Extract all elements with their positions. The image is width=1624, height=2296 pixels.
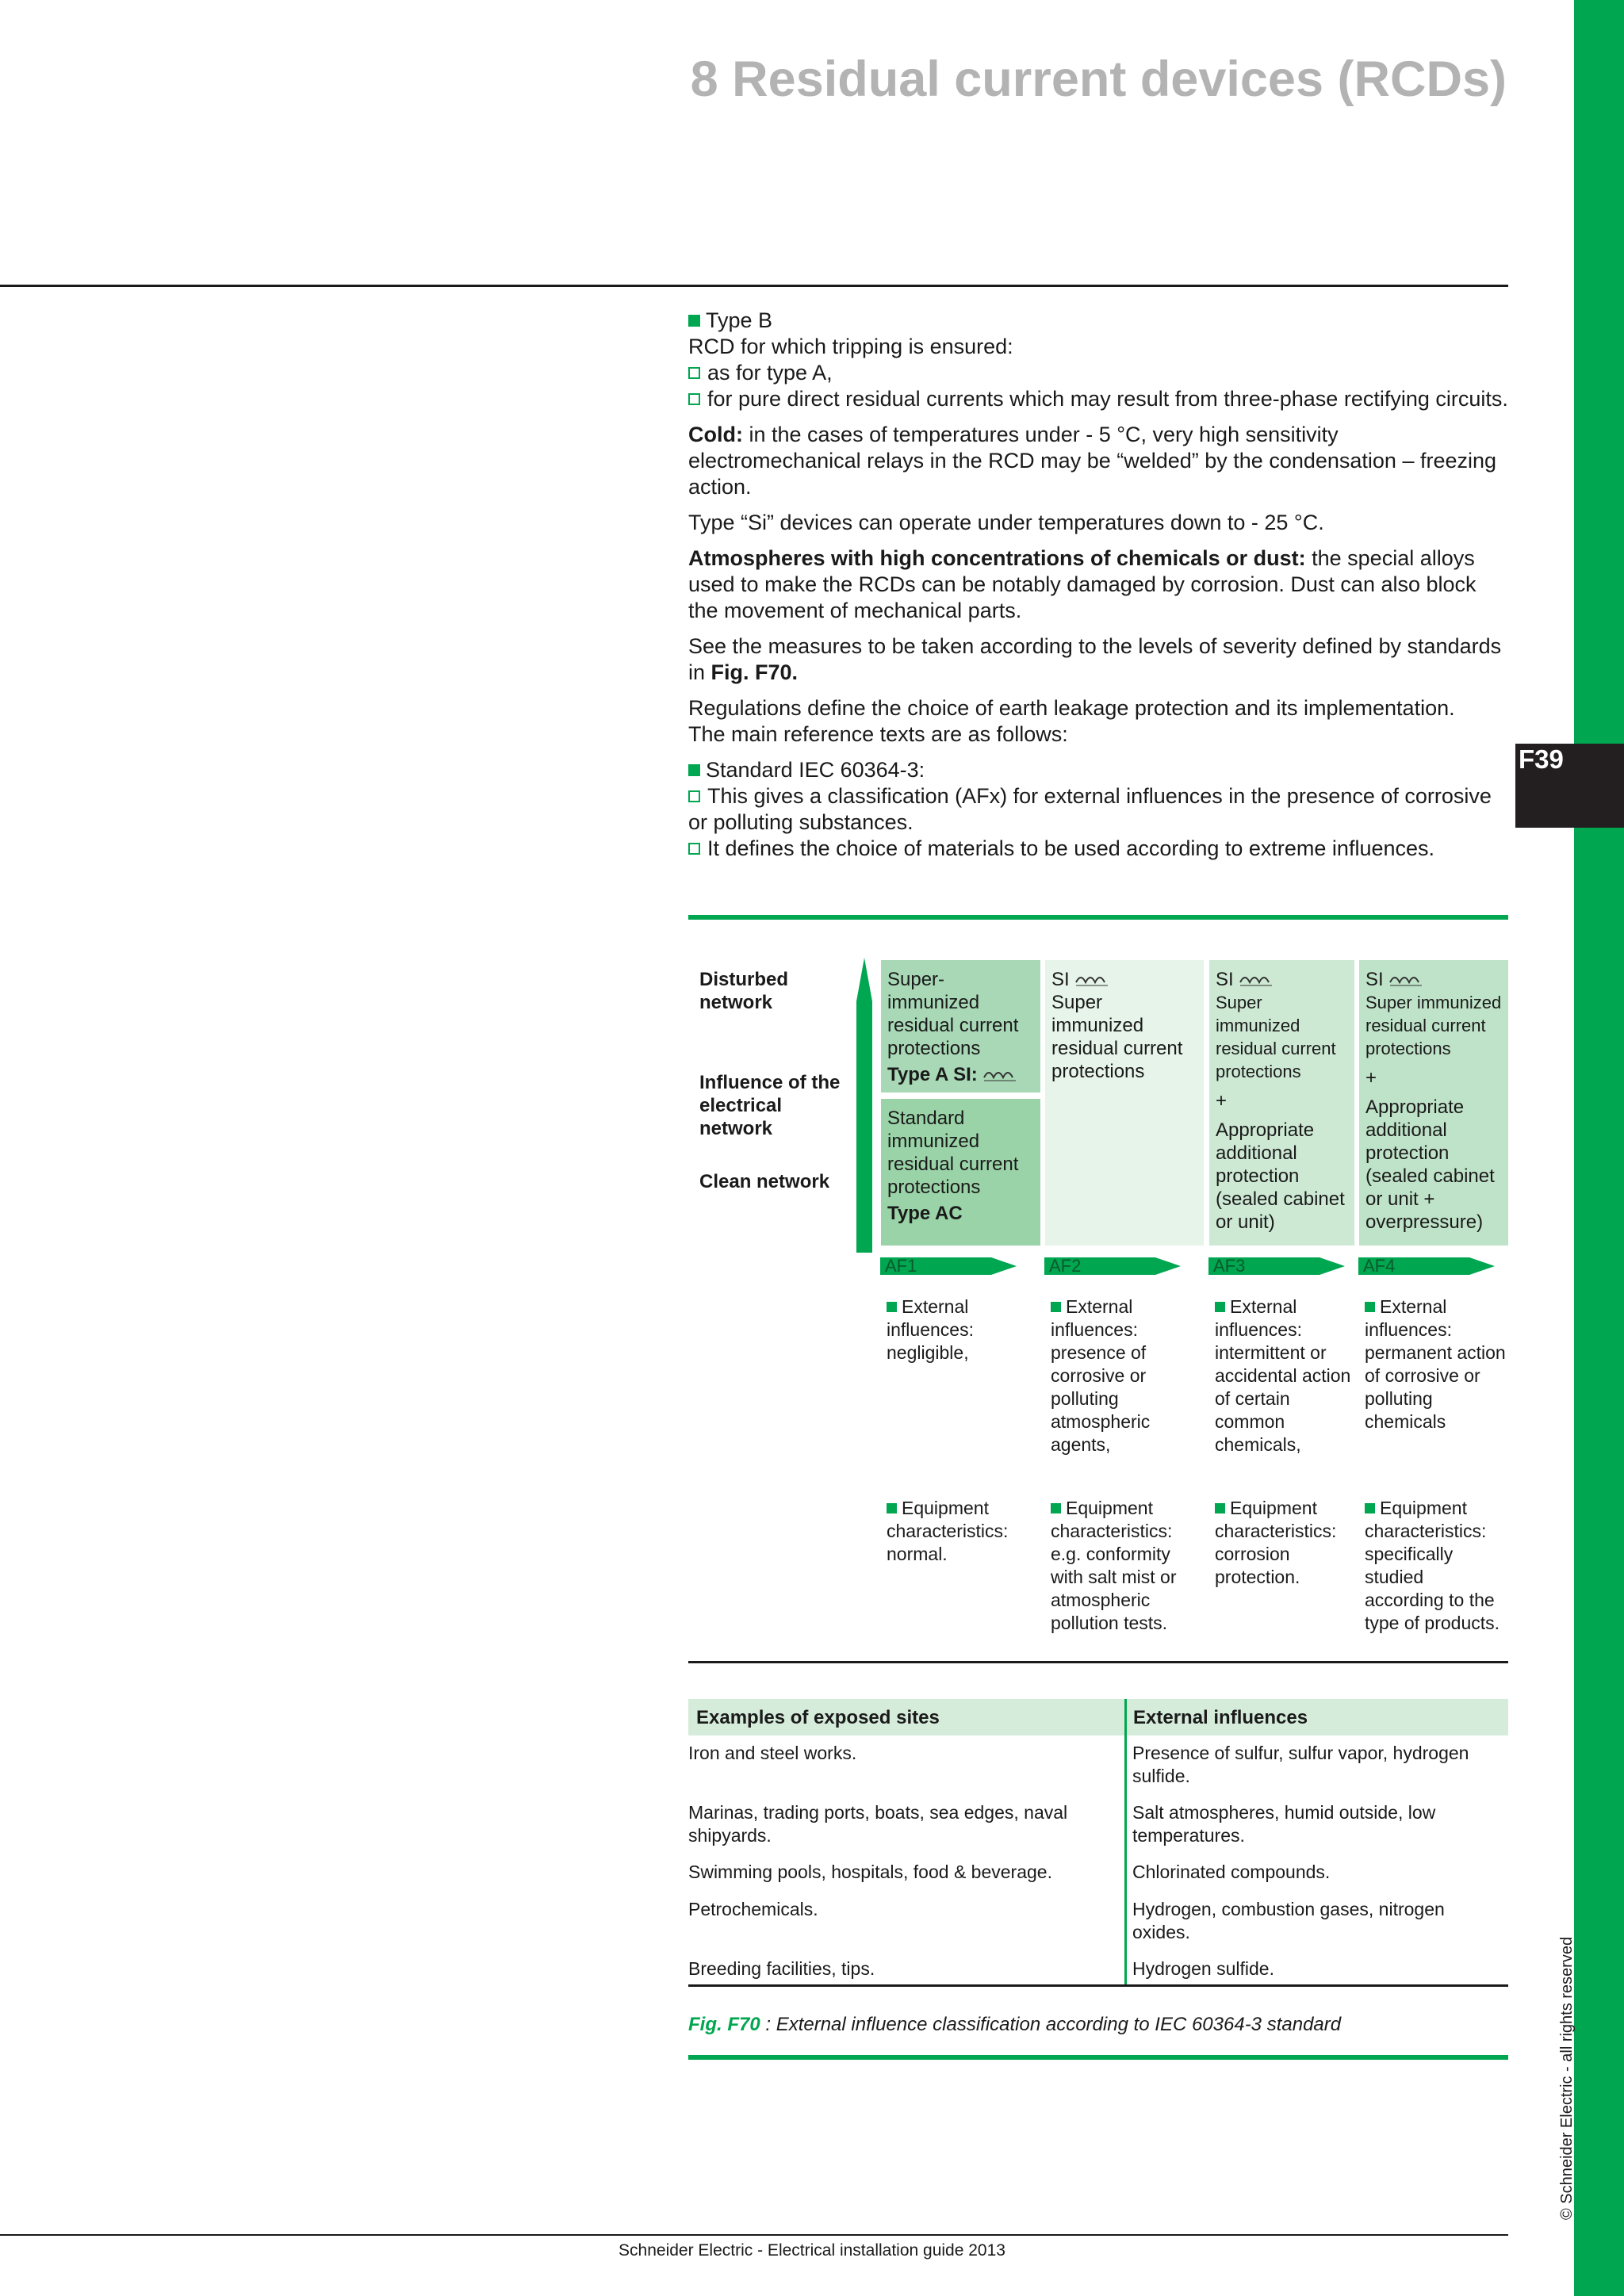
af3-equipment-text: Equipment characteristics: corrosion protection. — [1215, 1498, 1337, 1587]
figure-top-rule — [688, 915, 1508, 920]
af1-equipment-text: Equipment characteristics: normal. — [887, 1498, 1009, 1564]
table-row-site: Iron and steel works. — [688, 1743, 857, 1763]
regulations-paragraph: Regulations define the choice of earth leakage protection and its implementation. — [688, 696, 1455, 720]
af3-label: AF3 — [1213, 1256, 1246, 1276]
type-b-heading: Type B — [688, 308, 1509, 334]
af1-standard-immunized-cell: Standard immunized residual current protections Type AC — [881, 1099, 1040, 1246]
table-row-site: Swimming pools, hospitals, food & beverage. — [688, 1862, 1052, 1882]
measures-paragraph: See the measures to be taken according to the levels of severity defined by standards in Fig. F70. — [688, 634, 1502, 684]
waveform-icon — [982, 1065, 1017, 1082]
waveform-icon — [1074, 970, 1109, 987]
bullet-square-icon — [688, 315, 700, 327]
bullet-square-icon — [688, 764, 700, 776]
page-number-tab: F39 — [1515, 744, 1624, 828]
table-row-influence: Hydrogen, combustion gases, nitrogen oxides. — [1132, 1899, 1445, 1942]
bullet-open-square-icon — [688, 393, 700, 405]
header-rule — [0, 285, 1508, 287]
copyright-notice: © Schneider Electric - all rights reserved — [1558, 1936, 1576, 2220]
af4-influence-text: External influences: permanent action of corrosive or polluting chemicals — [1365, 1296, 1506, 1432]
table-header-sites: Examples of exposed sites — [688, 1699, 1124, 1735]
type-b-item: for pure direct residual currents which may result from three-phase rectifying circuits. — [688, 386, 1509, 412]
figure-caption: Fig. F70 : External influence classification according to IEC 60364-3 standard — [688, 2014, 1342, 2035]
af2-equipment-text: Equipment characteristics: e.g. conformity with salt mist or atmospheric pollution tests. — [1051, 1498, 1177, 1633]
bullet-square-icon — [887, 1302, 897, 1312]
label-disturbed-network: Disturbed network — [699, 969, 789, 1013]
iec-item: It defines the choice of materials to be used according to extreme influences. — [688, 836, 1509, 862]
table-row-site: Breeding facilities, tips. — [688, 1958, 875, 1979]
footer-rule — [0, 2234, 1508, 2236]
af4-protection-cell: SI Super immunized residual current protections + Appropriate additional protection (sealed cabinet or unit + overpressure) — [1359, 960, 1508, 1246]
af1-label: AF1 — [885, 1256, 917, 1276]
af4-label: AF4 — [1363, 1256, 1396, 1276]
iec-heading: Standard IEC 60364-3: — [688, 757, 1509, 783]
bullet-square-icon — [887, 1503, 897, 1513]
af3-protection-cell: SI Super immunized residual current protections + Appropriate additional protection (sealed cabinet or unit) — [1209, 960, 1354, 1246]
iec-item: This gives a classification (AFx) for external influences in the presence of corrosive or polluting substances. — [688, 784, 1492, 834]
bullet-square-icon — [1051, 1503, 1061, 1513]
bullet-square-icon — [1365, 1302, 1375, 1312]
footer-text: Schneider Electric - Electrical installation guide 2013 — [619, 2241, 1005, 2260]
af2-protection-cell: SI Super immunized residual current protections — [1045, 960, 1204, 1246]
type-b-item: as for type A, — [688, 360, 1509, 386]
type-b-intro: RCD for which tripping is ensured: — [688, 335, 1013, 358]
af2-influence-text: External influences: presence of corrosive or polluting atmospheric agents, — [1051, 1296, 1151, 1455]
waveform-icon — [1388, 970, 1423, 987]
body-text — [688, 308, 1509, 862]
af2-label: AF2 — [1049, 1256, 1082, 1276]
af3-influence-text: External influences: intermittent or accidental action of certain common chemicals, — [1215, 1296, 1351, 1455]
chapter-title: 8 Residual current devices (RCDs) — [690, 52, 1507, 107]
table-header-influences: External influences — [1127, 1699, 1508, 1735]
table-row-influence: Hydrogen sulfide. — [1132, 1958, 1274, 1979]
bullet-square-icon — [1215, 1302, 1225, 1312]
label-influence-network: Influence of the electrical network — [699, 1072, 841, 1139]
table-bottom-rule — [688, 1984, 1508, 1987]
side-green-bar — [1574, 0, 1624, 2296]
table-row-influence: Presence of sulfur, sulfur vapor, hydrogen sulfide. — [1132, 1743, 1469, 1786]
figure-divider-rule — [688, 1661, 1508, 1663]
si-paragraph: Type “Si” devices can operate under temperatures down to - 25 °C. — [688, 511, 1324, 534]
af1-influence-text: External influences: negligible, — [887, 1296, 974, 1363]
label-clean-network: Clean network — [699, 1171, 830, 1192]
network-influence-arrow — [855, 958, 874, 1253]
waveform-icon — [1239, 970, 1274, 987]
regulations-paragraph-2: The main reference texts are as follows: — [688, 722, 1068, 746]
bullet-square-icon — [1365, 1503, 1375, 1513]
cold-paragraph: Cold: in the cases of temperatures under - 5 °C, very high sensitivity electromechanical relays in the RCD may be “welded” by the condensation – freezing action. — [688, 423, 1497, 499]
table-row-influence: Chlorinated compounds. — [1132, 1862, 1331, 1882]
bullet-open-square-icon — [688, 843, 700, 855]
bullet-square-icon — [1215, 1503, 1225, 1513]
table-row-site: Petrochemicals. — [688, 1899, 818, 1919]
af1-super-immunized-cell: Super-immunized residual current protections Type A SI: — [881, 960, 1040, 1093]
bullet-open-square-icon — [688, 367, 700, 379]
table-row-influence: Salt atmospheres, humid outside, low temperatures. — [1132, 1802, 1436, 1846]
af4-equipment-text: Equipment characteristics: specifically studied according to the type of products. — [1365, 1498, 1500, 1633]
atmospheres-paragraph: Atmospheres with high concentrations of chemicals or dust: the special alloys used to make the RCDs can be notably damaged by corrosion. Dust can also block the movement of mechanical parts. — [688, 546, 1477, 622]
bullet-square-icon — [1051, 1302, 1061, 1312]
bullet-open-square-icon — [688, 790, 700, 802]
table-row-site: Marinas, trading ports, boats, sea edges, naval shipyards. — [688, 1802, 1068, 1846]
table-column-divider — [1124, 1699, 1127, 1985]
figure-bottom-rule — [688, 2055, 1508, 2060]
